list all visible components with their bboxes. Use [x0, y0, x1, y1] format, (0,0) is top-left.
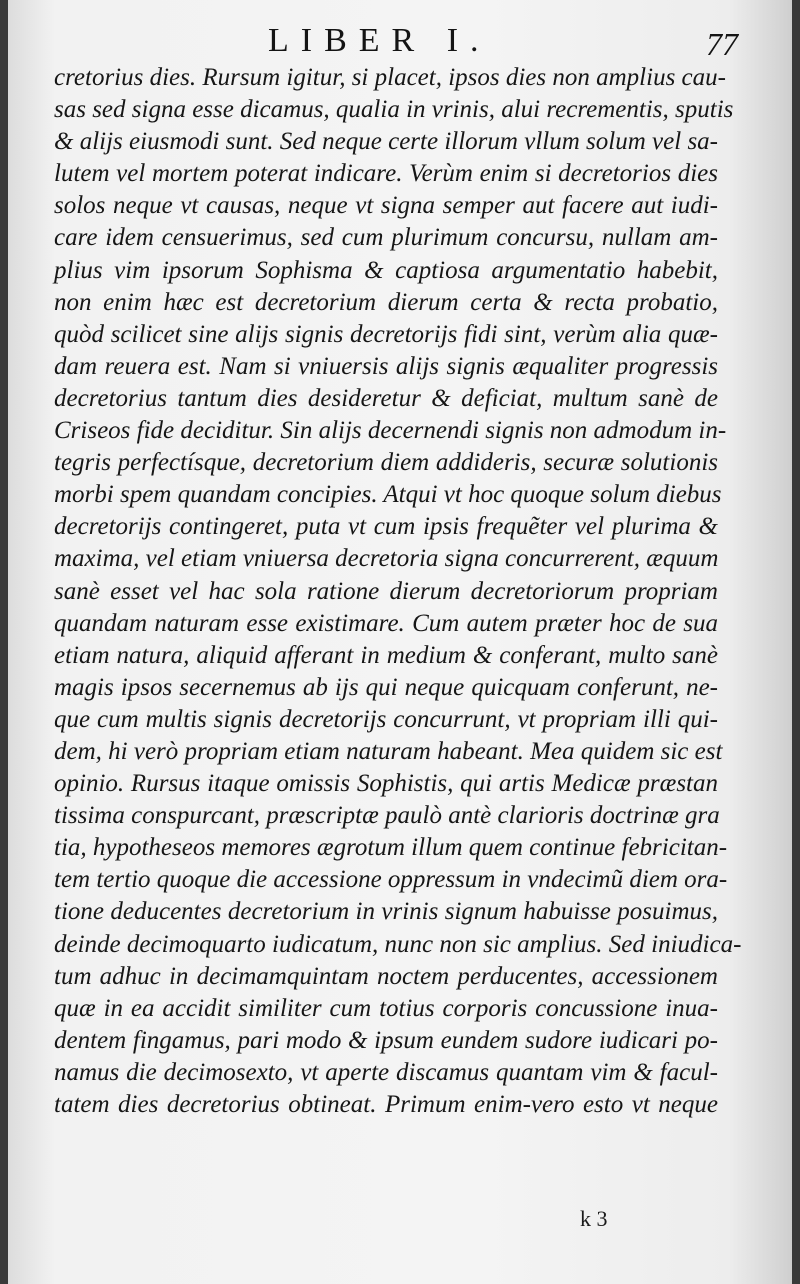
body-text: [54, 62, 742, 1121]
text-line: tegris perfectísque, decretorium diem addideris, securæ solutionis: [54, 449, 718, 477]
running-title: LIBER I.: [268, 22, 491, 59]
text-line: magis ipsos secernemus ab ijs qui neque quicquam conferunt, ne-: [54, 673, 718, 701]
text-line: sanè esset vel hac sola ratione dierum decretoriorum propriam: [54, 577, 718, 605]
text-line: plius vim ipsorum Sophisma & captiosa argumentatio habebit,: [54, 256, 718, 284]
page-header: [8, 22, 792, 66]
text-line: dentem fingamus, pari modo & ipsum eundem sudore iudicari po-: [54, 1026, 718, 1054]
text-line: tum adhuc in decimamquintam noctem perducentes, accessionem: [54, 962, 718, 990]
text-line: tissima conspurcant, præscriptæ paulò antè clarioris doctrinæ gra: [54, 802, 720, 830]
text-line: tione deducentes decretorium in vrinis signum habuisse posuimus,: [54, 898, 718, 926]
text-line: cretorius dies. Rursum igitur, si placet, ipsos dies non amplius cau-: [54, 64, 726, 91]
text-line: quæ in ea accidit similiter cum totius corporis concussione inua-: [54, 994, 718, 1022]
text-line: que cum multis signis decretorijs concurrunt, vt propriam illi qui-: [54, 705, 718, 733]
text-line: opinio. Rursus itaque omissis Sophistis, qui artis Medicæ præstan: [54, 770, 718, 798]
text-line: & alijs eiusmodi sunt. Sed neque certe illorum vllum solum vel sa-: [54, 128, 718, 156]
page-number: 77: [706, 26, 738, 62]
text-line: quòd scilicet sine alijs signis decretorijs fidi sint, verùm alia quæ-: [54, 320, 718, 348]
text-line: lutem vel mortem poterat indicare. Verùm enim si decretorios dies: [54, 160, 718, 188]
text-line: tia, hypotheseos memores ægrotum illum quem continue febricitan-: [54, 834, 728, 862]
text-line: deinde decimoquarto iudicatum, nunc non sic amplius. Sed iniudica-: [54, 930, 742, 958]
text-line: tem tertio quoque die accessione oppressum in vndecimũ diem ora-: [54, 866, 728, 894]
text-line: care idem censuerimus, sed cum plurimum concursu, nullam am-: [54, 224, 718, 252]
text-line: namus die decimosexto, vt aperte discamus quantam vim & facul-: [54, 1058, 718, 1086]
signature-mark: k 3: [580, 1206, 608, 1231]
text-line: solos neque vt causas, neque vt signa semper aut facere aut iudi-: [54, 192, 718, 220]
page-footer: [8, 1188, 792, 1248]
text-line: etiam natura, aliquid afferant in medium & conferant, multo sanè: [54, 641, 718, 669]
text-line: quandam naturam esse existimare. Cum autem præter hoc de sua: [54, 609, 718, 637]
book-page: [8, 0, 792, 1284]
text-line: sas sed signa esse dicamus, qualia in vrinis, alui recrementis, sputis: [54, 96, 734, 124]
text-line: Criseos fide deciditur. Sin alijs decernendi signis non admodum in-: [54, 417, 727, 445]
text-line: decretorijs contingeret, puta vt cum ipsis frequẽter vel plurima &: [54, 513, 718, 541]
text-line: dam reuera est. Nam si vniuersis alijs signis æqualiter progressis: [54, 352, 718, 380]
text-line: maxima, vel etiam vniuersa decretoria signa concurrerent, æquum: [54, 545, 719, 573]
text-line: non enim hæc est decretorium dierum certa & recta probatio,: [54, 288, 718, 316]
text-line: morbi spem quandam concipies. Atqui vt hoc quoque solum diebus: [54, 481, 722, 509]
text-line: tatem dies decretorius obtineat. Primum enim-vero esto vt neque: [54, 1091, 718, 1118]
text-line: decretorius tantum dies desideretur & deficiat, multum sanè de: [54, 384, 718, 412]
text-line: dem, hi verò propriam etiam naturam habeant. Mea quidem sic est: [54, 737, 723, 765]
